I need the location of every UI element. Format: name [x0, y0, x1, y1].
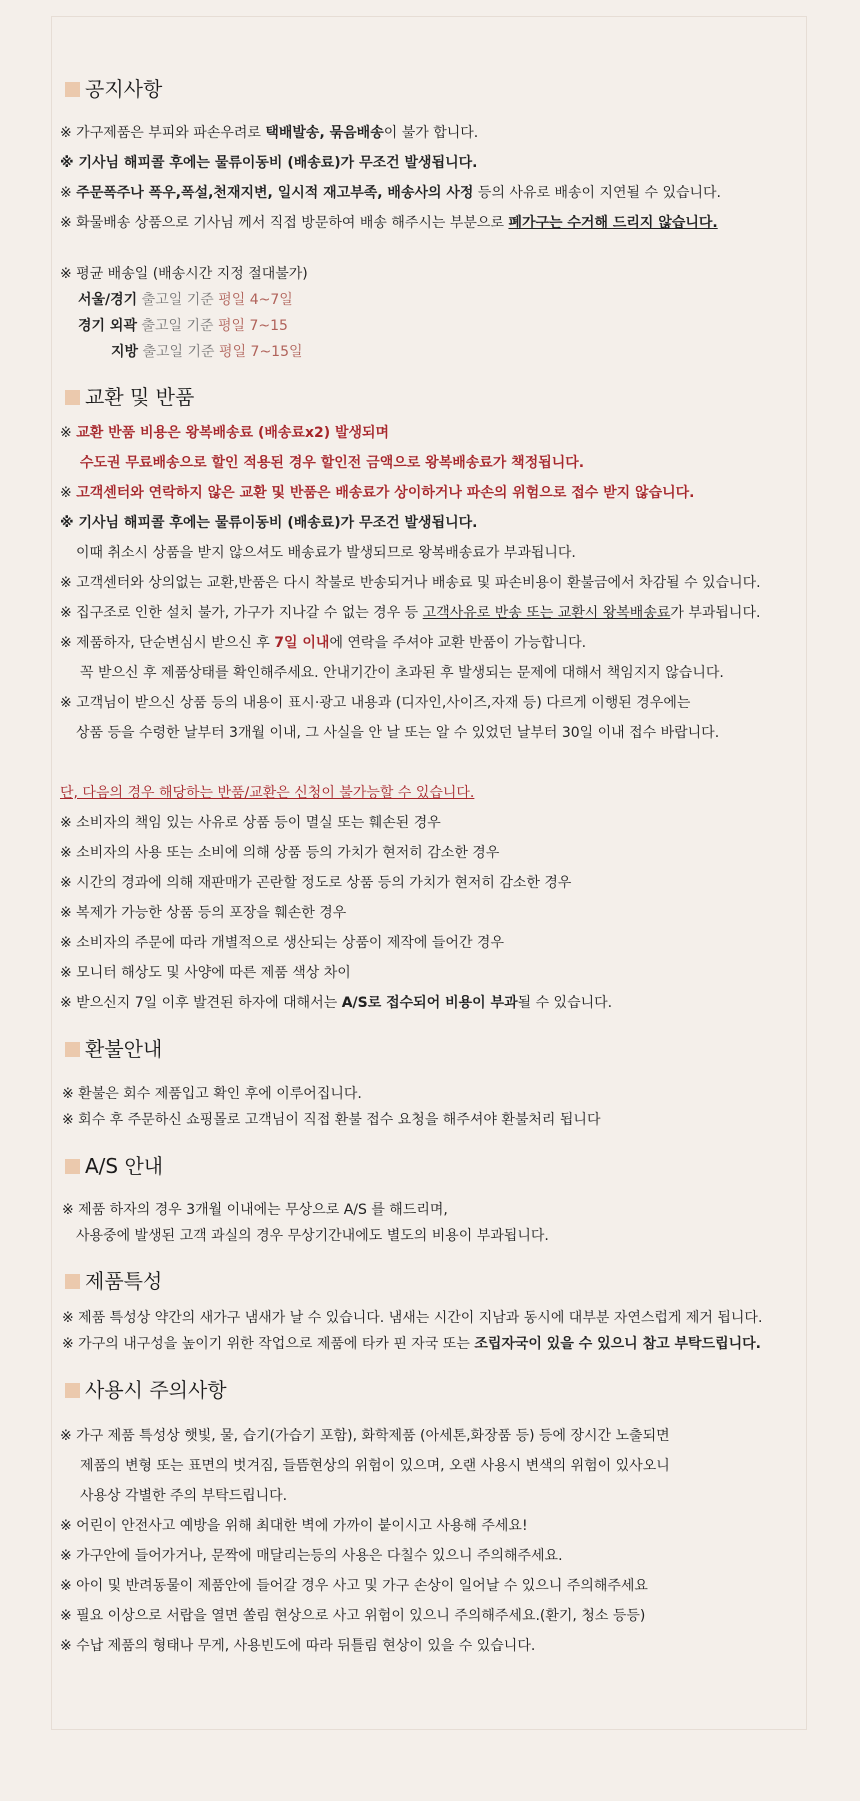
exchange-line-7-sub: 상품 등을 수령한 날부터 3개월 이내, 그 사실을 안 날 또는 알 수 있었던 날부터 30일 이내 접수 바랍니다.	[76, 725, 720, 741]
exclusion-item-1: ※ 소비자의 책임 있는 사유로 상품 등이 멸실 또는 훼손된 경우	[60, 815, 441, 831]
section-title-notice: 공지사항	[65, 76, 162, 102]
exclusion-item-7: ※ 받으신지 7일 이후 발견된 하자에 대해서는 A/S로 접수되어 비용이 부과될 수 있습니다.	[60, 995, 613, 1011]
square-bullet-icon	[65, 1383, 80, 1398]
section-title-as: A/S 안내	[65, 1153, 163, 1179]
delivery-row-province: 지방 출고일 기준 평일 7~15일	[111, 344, 303, 360]
as-line-1: ※ 제품 하자의 경우 3개월 이내에는 무상으로 A/S 를 해드리며,	[62, 1202, 448, 1218]
delivery-row-gyeonggi-outer: 경기 외곽 출고일 기준 평일 7~15	[78, 318, 288, 334]
feature-line-2: ※ 가구의 내구성을 높이기 위한 작업으로 제품에 타카 핀 자국 또는 조립자국이 있을 수 있으니 참고 부탁드립니다.	[62, 1336, 761, 1352]
exchange-line-2: ※ 고객센터와 연락하지 않은 교환 및 반품은 배송료가 상이하거나 파손의 위험으로 접수 받지 않습니다.	[60, 485, 695, 501]
square-bullet-icon	[65, 1274, 80, 1289]
caution-line-1: ※ 가구 제품 특성상 햇빛, 물, 습기(가습기 포함), 화학제품 (아세톤,화장품 등) 등에 장시간 노출되면	[60, 1428, 670, 1444]
caution-line-4: ※ 아이 및 반려동물이 제품안에 들어갈 경우 사고 및 가구 손상이 일어날 수 있으니 주의해주세요	[60, 1578, 648, 1594]
refund-line-2: ※ 회수 후 주문하신 쇼핑몰로 고객님이 직접 환불 접수 요청을 해주셔야 환불처리 됩니다	[62, 1112, 601, 1128]
exclusion-item-3: ※ 시간의 경과에 의해 재판매가 곤란할 정도로 상품 등의 가치가 현저히 감소한 경우	[60, 875, 572, 891]
exclusion-item-4: ※ 복제가 가능한 상품 등의 포장을 훼손한 경우	[60, 905, 347, 921]
notice-line-4: ※ 화물배송 상품으로 기사님 께서 직접 방문하여 배송 해주시는 부분으로 폐가구는 수거해 드리지 않습니다.	[60, 215, 718, 231]
exchange-line-1-sub: 수도권 무료배송으로 할인 적용된 경우 할인전 금액으로 왕복배송료가 책정됩니다.	[80, 455, 585, 471]
square-bullet-icon	[65, 390, 80, 405]
exchange-line-3: ※ 기사님 해피콜 후에는 물류이동비 (배송료)가 무조건 발생됩니다.	[60, 515, 478, 531]
exchange-line-4: ※ 고객센터와 상의없는 교환,반품은 다시 착불로 반송되거나 배송료 및 파손비용이 환불금에서 차감될 수 있습니다.	[60, 575, 761, 591]
square-bullet-icon	[65, 1159, 80, 1174]
caution-line-6: ※ 수납 제품의 형태나 무게, 사용빈도에 따라 뒤틀림 현상이 있을 수 있습니다.	[60, 1638, 536, 1654]
exclusion-item-6: ※ 모니터 해상도 및 사양에 따른 제품 색상 차이	[60, 965, 351, 981]
caution-line-1-sub-1: 제품의 변형 또는 표면의 벗겨짐, 들뜸현상의 위험이 있으며, 오랜 사용시 변색의 위험이 있사오니	[80, 1458, 670, 1474]
exchange-line-6-sub: 꼭 받으신 후 제품상태를 확인해주세요. 안내기간이 초과된 후 발생되는 문제에 대해서 책임지지 않습니다.	[80, 665, 724, 681]
delivery-row-seoul: 서울/경기 출고일 기준 평일 4~7일	[78, 292, 293, 308]
exclusion-item-2: ※ 소비자의 사용 또는 소비에 의해 상품 등의 가치가 현저히 감소한 경우	[60, 845, 500, 861]
caution-line-2: ※ 어린이 안전사고 예방을 위해 최대한 벽에 가까이 붙이시고 사용해 주세요!	[60, 1518, 528, 1534]
square-bullet-icon	[65, 82, 80, 97]
caution-line-3: ※ 가구안에 들어가거나, 문짝에 매달리는등의 사용은 다칠수 있으니 주의해주세요.	[60, 1548, 563, 1564]
exchange-line-3-sub: 이때 취소시 상품을 받지 않으셔도 배송료가 발생되므로 왕복배송료가 부과됩니다.	[76, 545, 576, 561]
caution-line-1-sub-2: 사용상 각별한 주의 부탁드립니다.	[80, 1488, 288, 1504]
exchange-line-6: ※ 제품하자, 단순변심시 받으신 후 7일 이내에 연락을 주셔야 교환 반품이 가능합니다.	[60, 635, 587, 651]
exchange-line-5: ※ 집구조로 인한 설치 불가, 가구가 지나갈 수 없는 경우 등 고객사유로 반송 또는 교환시 왕복배송료가 부과됩니다.	[60, 605, 761, 621]
notice-line-1: ※ 가구제품은 부피와 파손우려로 택배발송, 묶음배송이 불가 합니다.	[60, 125, 479, 141]
section-title-caution: 사용시 주의사항	[65, 1377, 227, 1403]
exchange-line-7: ※ 고객님이 받으신 상품 등의 내용이 표시·광고 내용과 (디자인,사이즈,자재 등) 다르게 이행된 경우에는	[60, 695, 691, 711]
section-title-feature: 제품특성	[65, 1268, 162, 1294]
section-title-exchange: 교환 및 반품	[65, 384, 194, 410]
exchange-warning: 단, 다음의 경우 해당하는 반품/교환은 신청이 불가능할 수 있습니다.	[60, 785, 475, 801]
feature-line-1: ※ 제품 특성상 약간의 새가구 냄새가 날 수 있습니다. 냄새는 시간이 지남과 동시에 대부분 자연스럽게 제거 됩니다.	[62, 1310, 763, 1326]
notice-line-3: ※ 주문폭주나 폭우,폭설,천재지변, 일시적 재고부족, 배송사의 사정 등의 사유로 배송이 지연될 수 있습니다.	[60, 185, 722, 201]
as-line-1-sub: 사용중에 발생된 고객 과실의 경우 무상기간내에도 별도의 비용이 부과됩니다.	[76, 1228, 549, 1244]
exchange-line-1: ※ 교환 반품 비용은 왕복배송료 (배송료x2) 발생되며	[60, 425, 390, 441]
notice-line-2: ※ 기사님 해피콜 후에는 물류이동비 (배송료)가 무조건 발생됩니다.	[60, 155, 478, 171]
caution-line-5: ※ 필요 이상으로 서랍을 열면 쏠림 현상으로 사고 위험이 있으니 주의해주세요.(환기, 청소 등등)	[60, 1608, 646, 1624]
refund-line-1: ※ 환불은 회수 제품입고 확인 후에 이루어집니다.	[62, 1086, 362, 1102]
section-title-refund: 환불안내	[65, 1036, 162, 1062]
exclusion-item-5: ※ 소비자의 주문에 따라 개별적으로 생산되는 상품이 제작에 들어간 경우	[60, 935, 504, 951]
square-bullet-icon	[65, 1042, 80, 1057]
delivery-average-heading: ※ 평균 배송일 (배송시간 지정 절대불가)	[60, 266, 308, 282]
